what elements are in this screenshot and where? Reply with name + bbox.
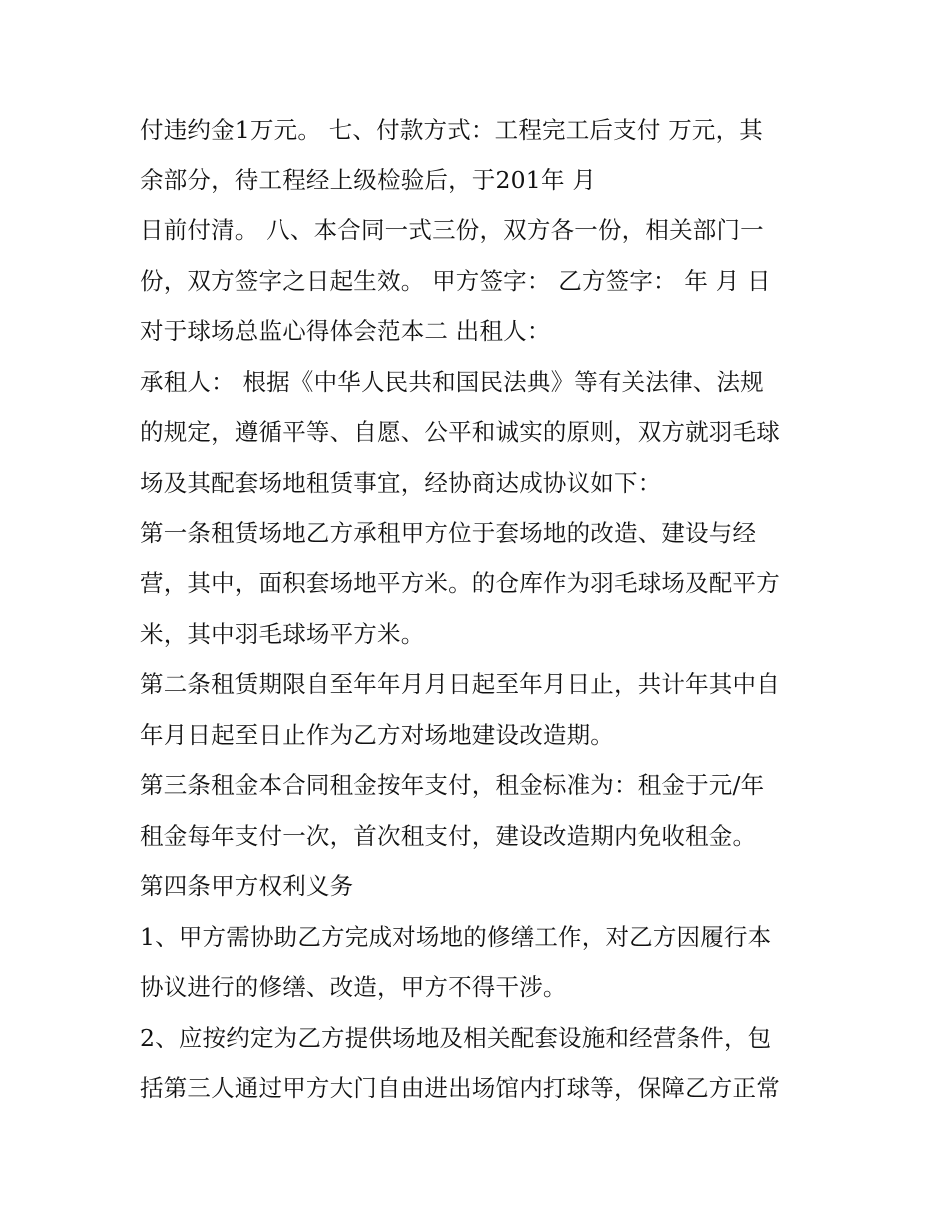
text-line: 付违约金1万元。 七、付款方式：工程完工后支付 万元，其 [140,116,763,144]
text-line: 第一条租赁场地乙方承租甲方位于套场地的改造、建设与经 [140,519,757,547]
text-line: 年月日起至日止作为乙方对场地建设改造期。 [140,721,614,749]
text-line: 协议进行的修缮、改造，甲方不得干涉。 [140,973,567,1001]
text-line: 第三条租金本合同租金按年支付，租金标准为：租金于元/年 [140,771,765,799]
text-line: 承租人： 根据《中华人民共和国民法典》等有关法律、法规 [140,368,764,396]
text-line: 括第三人通过甲方大门自由进出场馆内打球等，保障乙方正常 [140,1074,780,1102]
text-line: 份，双方签字之日起生效。 甲方签字： 乙方签字： 年 月 日 [140,267,771,295]
text-line: 日前付清。 八、本合同一式三份，双方各一份，相关部门一 [140,216,764,244]
text-line: 1、甲方需协助乙方完成对场地的修缮工作，对乙方因履行本 [140,923,772,951]
text-line: 2、应按约定为乙方提供场地及相关配套设施和经营条件，包 [140,1024,772,1052]
text-line: 对于球场总监心得体会范本二 出租人： [140,317,551,345]
text-line: 第四条甲方权利义务 [140,872,354,900]
text-line: 的规定，遵循平等、自愿、公平和诚实的原则，双方就羽毛球 [140,418,780,446]
text-line: 余部分，待工程经上级检验后，于201年 月 [140,166,597,194]
text-line: 场及其配套场地租赁事宜，经协商达成协议如下： [140,469,662,497]
text-line: 米，其中羽毛球场平方米。 [140,620,425,648]
text-line: 第二条租赁期限自至年年月月日起至年月日止，共计年其中自 [140,670,780,698]
text-line: 营，其中，面积套场地平方米。的仓库作为羽毛球场及配平方 [140,569,780,597]
text-line: 租金每年支付一次，首次租支付，建设改造期内免收租金。 [140,822,757,850]
